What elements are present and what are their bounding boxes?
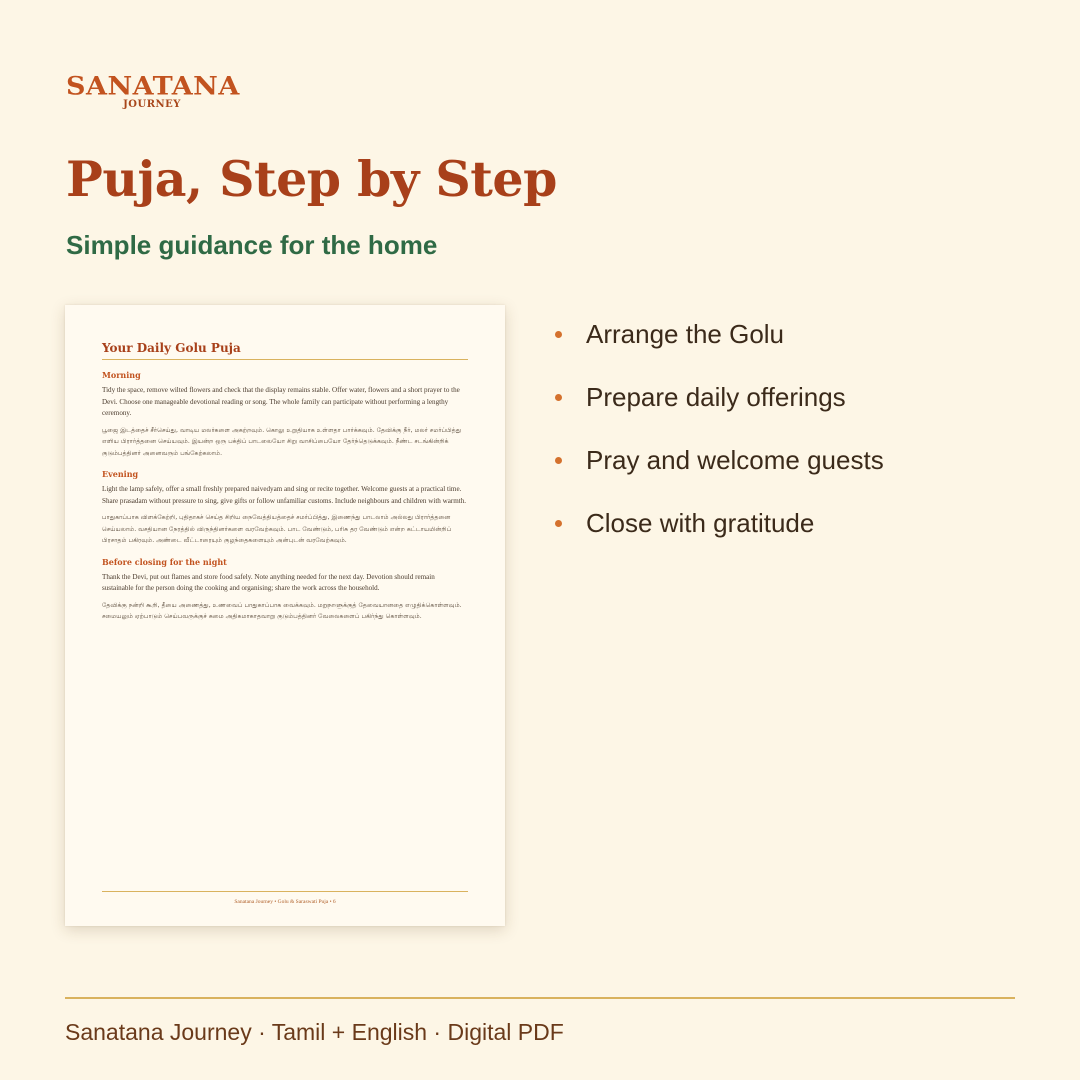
page-title: Puja, Step by Step (66, 150, 557, 208)
bullet-dot-icon (555, 331, 562, 338)
list-item (554, 310, 884, 373)
bullet-dot-icon (555, 520, 562, 527)
list-item (554, 436, 884, 499)
brand-logo (66, 72, 238, 110)
tamil-paragraph: பூஜை இடத்தைச் சீர்செய்து, வாடிய மலர்களை அகற்றவும். கொலு உறுதியாக உள்ளதா பார்க்கவும். தேவிக்கு நீர், மலர் சமர்ப்பித்து எளிய பிரார்த்தனை செய்யவும். இயன்ற ஒரு பக்திப் பாடலையோ சிறு வாசிப்பையோ தேர்ந்தெடுக்கவும். நீண்ட சடங்கின்றிக் குடும்பத்தினர் அனைவரும் பங்கேற்கலாம். (102, 426, 462, 457)
footer-text: Sanatana Journey · Tamil + English · Digital PDF (65, 1019, 564, 1045)
section-closing (102, 557, 468, 623)
bullet-dot-icon (555, 457, 562, 464)
list-item-label: Arrange the Golu (586, 319, 785, 349)
tamil-paragraph: தேவிக்கு நன்றி கூறி, தீயை அணைத்து, உணவைப் பாதுகாப்பாக வைக்கவும். மறுநாளுக்குத் தேவையானதை எழுதிக்கொள்ளவும். சமையலும் ஏற்பாடும் செய்பவருக்குச் சுமை அதிகமாகாதவாறு குடும்பத்தினர் வேலைகளைப் பகிர்ந்து கொள்ளவும். (102, 601, 462, 620)
section-heading: Before closing for the night (102, 556, 227, 567)
document-footer: Sanatana Journey • Golu & Saraswati Puja • 6 (102, 891, 468, 905)
list-item-label: Pray and welcome guests (586, 445, 884, 475)
section-heading: Evening (102, 469, 139, 479)
tamil-paragraph: பாதுகாப்பாக விளக்கேற்றி, புதிதாகச் செய்த சிறிய நைவேத்தியத்தைச் சமர்ப்பித்து, இணைந்து பாடலாம் அல்லது பிரார்த்தனை செய்யலாம். வசதியான நேரத்தில் விருந்தினர்களை வரவேற்கவும். பாட வேண்டும், பரிசு தர வேண்டும் என்ற கட்டாயமின்றிப் பிரசாதம் பகிரவும். அண்டை வீட்டாரையும் குழந்தைகளையும் அன்புடன் வரவேற்கவும். (102, 514, 452, 544)
pdf-page-preview (65, 305, 505, 926)
logo-subtitle: JOURNEY (123, 99, 181, 110)
page-subtitle: Simple guidance for the home (66, 230, 438, 260)
document-body (102, 341, 468, 628)
list-item (554, 373, 884, 436)
feature-list (554, 310, 884, 562)
list-item (554, 499, 884, 562)
section-evening (102, 469, 468, 547)
english-paragraph: Light the lamp safely, offer a small freshly prepared naivedyam and sing or recite together. Welcome guests at a practical time. Share prasadam without pressure to sing, give gifts or follow unfamiliar customs. Include neighbours and children with warmth. (102, 485, 467, 505)
list-item-label: Prepare daily offerings (586, 382, 846, 412)
bullet-dot-icon (555, 394, 562, 401)
section-morning (102, 370, 468, 459)
english-paragraph: Tidy the space, remove wilted flowers and check that the display remains stable. Offer water, flowers and a short prayer to the Devi. Choose one manageable devotional reading or song. The whole family can participate without performing a lengthy ceremony. (102, 386, 460, 417)
document-title: Your Daily Golu Puja (102, 341, 468, 360)
list-item-label: Close with gratitude (586, 508, 815, 538)
english-paragraph: Thank the Devi, put out flames and store food safely. Note anything needed for the next day. Devotion should remain sustainable for the person doing the cooking and organising; share the work across the household. (102, 572, 435, 592)
section-heading: Morning (102, 370, 141, 380)
footer-divider (65, 997, 1015, 999)
logo-wordmark: SANATANA (66, 72, 240, 101)
